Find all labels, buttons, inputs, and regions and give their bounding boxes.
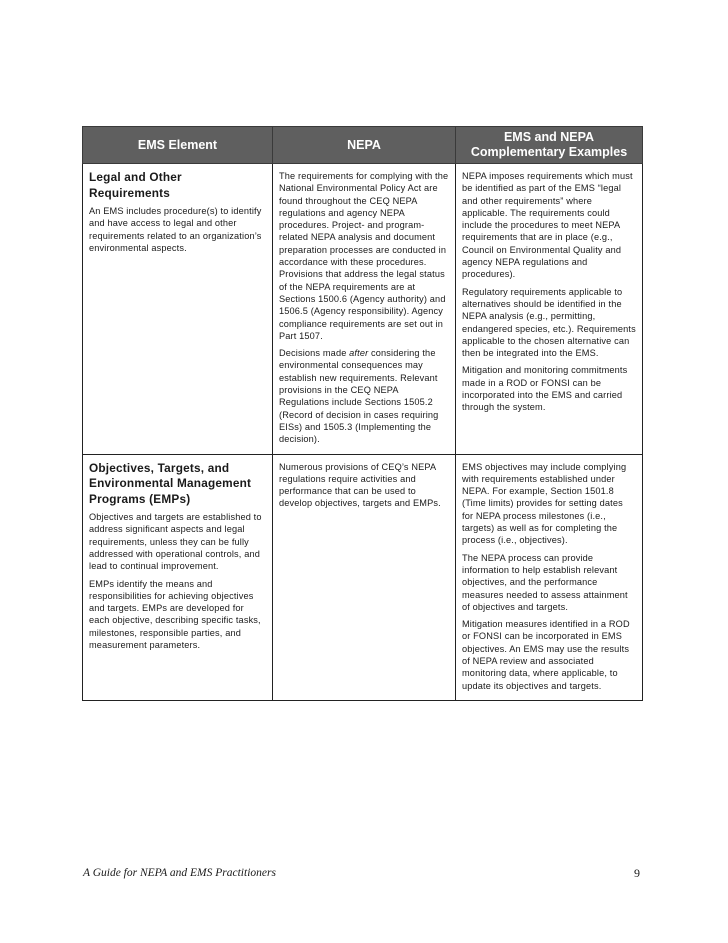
nepa-paragraph: The requirements for complying with the National Environmental Policy Act are found throughout the CEQ NEPA regulations and agency NEPA procedures. Project- and program-related NEPA analysis and document preparation processes are conducted in accordance with these procedures. Provisions that address the legal status of the NEPA requirements are at Sections 1500.6 (Agency authority) and 1506.5 (Agency responsibility). Agency compliance requirements are set out in Part 1507. [279, 171, 449, 341]
nepa-paragraph: Numerous provisions of CEQ’s NEPA regulations require activities and performance that can be used to develop objectives, targets and EMPs. [279, 461, 441, 509]
examples-cell [456, 454, 643, 700]
example-paragraph: EMS objectives may include complying with requirements established under NEPA. For example, Section 1501.8 (Time limits) provides for setting dates for NEPA process milestones (i.e., targets) as well as for completing the process (i.e., objectives). [462, 461, 627, 546]
nepa-paragraph [279, 347, 449, 445]
element-description: Objectives and targets are established to address significant aspects and legal requirements, unless they can be fully addressed with operational controls, and lead to continual improvement. [89, 512, 262, 572]
table-header-row [83, 127, 643, 164]
example-paragraph: Mitigation and monitoring commitments made in a ROD or FONSI can be incorporated into the EMS and carried through the system. [462, 365, 628, 413]
table-row [83, 454, 643, 700]
ems-nepa-table [82, 126, 643, 701]
footer-document-title: A Guide for NEPA and EMS Practitioners [83, 867, 276, 879]
nepa-cell [273, 454, 456, 700]
nepa-text: considering the environmental consequences may establish new requirements. Relevant provisions in the CEQ NEPA Regulations include Sections 1505.2 (Record of decision in cases requiring EISs) and 1505.3 (Implementing the decision). [279, 348, 439, 445]
header-ems-element: EMS Element [83, 127, 273, 164]
example-paragraph: Mitigation measures identified in a ROD or FONSI can be incorporated in EMS objectives. An EMS may use the results of NEPA review and associated monitoring data, where applicable, to update its objectives and targets. [462, 619, 630, 691]
element-title: Legal and Other Requirements [89, 170, 182, 200]
header-nepa: NEPA [273, 127, 456, 164]
element-title: Objectives, Targets, and Environmental Management Programs (EMPs) [89, 460, 252, 506]
page-number: 9 [634, 866, 640, 880]
examples-cell [456, 164, 643, 455]
nepa-text: Decisions made [279, 348, 350, 359]
table-row [83, 164, 643, 455]
example-paragraph: Regulatory requirements applicable to alternatives should be identified in the NEPA analysis (e.g., permitting, endangered species, etc.). Requirements applicable to the chosen alternative can then be integrated into the EMS. [462, 286, 636, 359]
element-description: An EMS includes procedure(s) to identify and have access to legal and other requirements related to an organization’s environmental aspects. [89, 206, 262, 253]
ems-element-cell [83, 454, 273, 700]
example-paragraph: NEPA imposes requirements which must be identified as part of the EMS “legal and other requirements” where applicable. The requirements could include the procedures to meet NEPA requirements that are in place (e.g., Council on Environmental Quality and agency NEPA regulations and procedures). [462, 171, 633, 280]
nepa-emphasis: after [349, 348, 369, 359]
header-complementary-examples: EMS and NEPA Complementary Examples [456, 127, 643, 164]
example-paragraph: The NEPA process can provide information to help establish relevant objectives, and the performance measures needed to assess attainment of objectives and targets. [462, 552, 628, 612]
ems-element-cell [83, 164, 273, 455]
nepa-cell [273, 164, 456, 455]
element-description: EMPs identify the means and responsibilities for achieving objectives and targets. EMPs are developed for each objective, describing specific tasks, milestones, responsible parties, and measurement parameters. [89, 578, 261, 650]
